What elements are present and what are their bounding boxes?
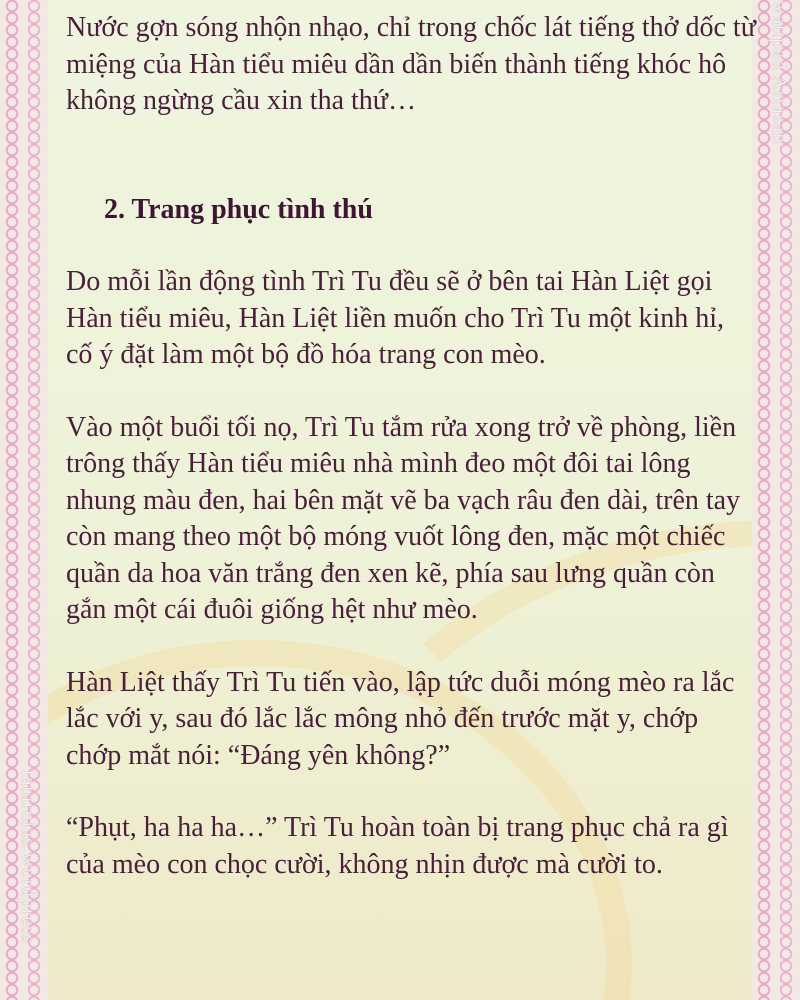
paragraph: “Phụt, ha ha ha…” Trì Tu hoàn toàn bị trang phục chả ra gì của mèo con chọc cười, không nhịn được mà cười to. [66,812,729,880]
story-text [66,10,756,883]
paragraph: Hàn Liệt thấy Trì Tu tiến vào, lập tức duỗi móng mèo ra lắc lắc với y, sau đó lắc lắc mông nhỏ đến trước mặt y, chớp chớp mắt nói: “Đáng yên không?” [66,666,735,771]
watermark-left: latarnias.wordpress [17,770,39,944]
paragraph: Nước gợn sóng nhộn nhạo, chỉ trong chốc lát tiếng thở dốc từ miệng của Hàn tiểu miêu dần dần biến thành tiếng khóc hô không ngừng cầu xin tha thứ… [66,12,756,116]
watermark-right: wattpad Ariasan [768,0,790,145]
paragraph: Vào một buổi tối nọ, Trì Tu tắm rửa xong trở về phòng, liền trông thấy Hàn tiểu miêu nhà mình đeo một đôi tai lông nhung màu đen, hai bên mặt vẽ ba vạch râu đen dài, trên tay còn mang theo một bộ móng vuốt lông đen, mặc một chiếc quần da hoa văn trắng đen xen kẽ, phía sau lưng quần còn gắn một cái đuôi giống hệt như mèo. [66,411,741,625]
section-heading: 2. Trang phục tình thú [104,193,373,225]
paragraph: Do mỗi lần động tình Trì Tu đều sẽ ở bên tai Hàn Liệt gọi Hàn tiểu miêu, Hàn Liệt liền muốn cho Trì Tu một kinh hỉ, cố ý đặt làm một bộ đồ hóa trang con mèo. [66,266,724,370]
